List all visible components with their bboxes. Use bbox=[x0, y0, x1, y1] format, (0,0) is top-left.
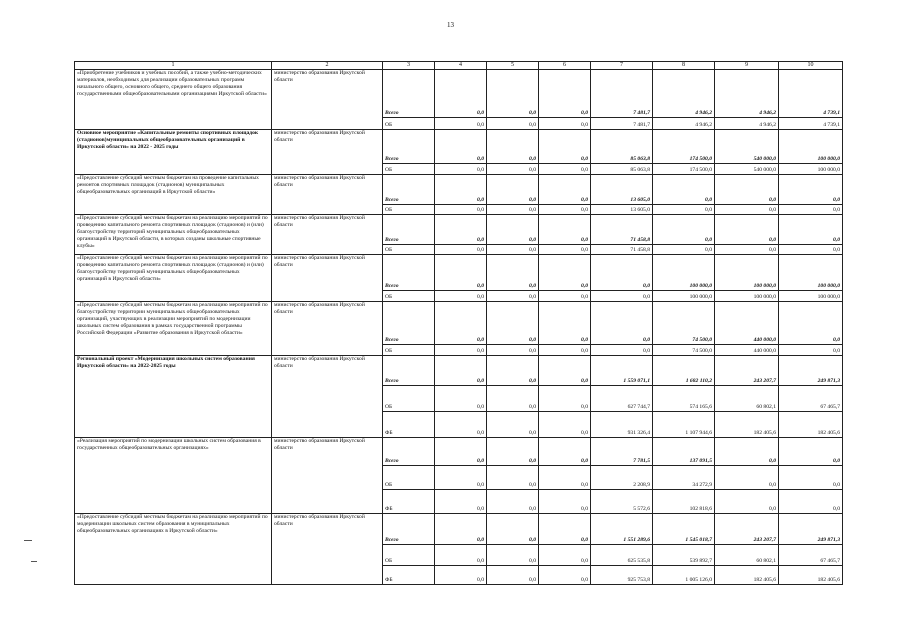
amount-cell: 0,0 bbox=[591, 345, 653, 356]
amount-cell: 0,0 bbox=[715, 215, 779, 245]
amount-cell: 0,0 bbox=[487, 130, 539, 164]
amount-cell: 5 572,6 bbox=[591, 490, 653, 514]
amount-cell: 0,0 bbox=[779, 215, 843, 245]
amount-cell: 0,0 bbox=[539, 291, 591, 302]
amount-cell: 0,0 bbox=[487, 205, 539, 215]
amount-cell: 440 000,0 bbox=[715, 302, 779, 345]
amount-cell: 0,0 bbox=[487, 490, 539, 514]
amount-cell: 0,0 bbox=[487, 118, 539, 130]
amount-cell: 67 465,7 bbox=[779, 386, 843, 412]
amount-cell: 0,0 bbox=[779, 438, 843, 466]
column-header: 9 bbox=[715, 62, 779, 70]
amount-cell: 0,0 bbox=[435, 291, 487, 302]
amount-cell: 0,0 bbox=[591, 302, 653, 345]
funding-source-cell: ОБ bbox=[383, 291, 435, 302]
amount-cell: 0,0 bbox=[487, 345, 539, 356]
table-row bbox=[75, 130, 843, 164]
amount-cell: 0,0 bbox=[539, 466, 591, 490]
amount-cell: 174 500,0 bbox=[653, 164, 715, 175]
funding-source-cell: ОБ bbox=[383, 245, 435, 255]
column-header: 1 bbox=[75, 62, 272, 70]
amount-cell: 243 207,7 bbox=[715, 514, 779, 545]
amount-cell: 0,0 bbox=[539, 566, 591, 585]
amount-cell: 931 326,4 bbox=[591, 412, 653, 438]
amount-cell: 1 682 110,2 bbox=[653, 356, 715, 386]
amount-cell: 100 000,0 bbox=[653, 291, 715, 302]
funding-source-cell: Всего bbox=[383, 514, 435, 545]
funding-source-cell: ОБ bbox=[383, 386, 435, 412]
amount-cell: 0,0 bbox=[487, 466, 539, 490]
column-header: 2 bbox=[272, 62, 383, 70]
table-row bbox=[75, 302, 843, 345]
amount-cell: 0,0 bbox=[779, 245, 843, 255]
amount-cell: 100 000,0 bbox=[653, 255, 715, 291]
column-header: 8 bbox=[653, 62, 715, 70]
amount-cell: 0,0 bbox=[779, 205, 843, 215]
funding-source-cell: ФБ bbox=[383, 566, 435, 585]
amount-cell: 182 405,6 bbox=[715, 412, 779, 438]
amount-cell: 0,0 bbox=[539, 356, 591, 386]
amount-cell: 0,0 bbox=[435, 118, 487, 130]
funding-source-cell: ФБ bbox=[383, 490, 435, 514]
amount-cell: 7 781,5 bbox=[591, 438, 653, 466]
table-row bbox=[75, 255, 843, 291]
amount-cell: 0,0 bbox=[715, 438, 779, 466]
executor-cell: министерство образования Иркутской области bbox=[272, 438, 383, 514]
amount-cell: 4 739,1 bbox=[779, 118, 843, 130]
amount-cell: 0,0 bbox=[779, 175, 843, 205]
amount-cell: 182 405,6 bbox=[715, 566, 779, 585]
amount-cell: 0,0 bbox=[653, 205, 715, 215]
amount-cell: 100 000,0 bbox=[779, 164, 843, 175]
amount-cell: 243 207,7 bbox=[715, 356, 779, 386]
funding-source-cell: Всего bbox=[383, 130, 435, 164]
funding-source-cell: Всего bbox=[383, 175, 435, 205]
amount-cell: 74 500,0 bbox=[653, 345, 715, 356]
amount-cell: 0,0 bbox=[435, 302, 487, 345]
amount-cell: 625 535,8 bbox=[591, 545, 653, 566]
amount-cell: 0,0 bbox=[435, 545, 487, 566]
margin-mark bbox=[24, 540, 32, 541]
amount-cell: 137 091,5 bbox=[653, 438, 715, 466]
amount-cell: 2 208,9 bbox=[591, 466, 653, 490]
amount-cell: 13 605,0 bbox=[591, 205, 653, 215]
funding-source-cell: ФБ bbox=[383, 412, 435, 438]
amount-cell: 0,0 bbox=[539, 175, 591, 205]
amount-cell: 100 000,0 bbox=[715, 291, 779, 302]
amount-cell: 0,0 bbox=[487, 175, 539, 205]
column-header: 10 bbox=[779, 62, 843, 70]
amount-cell: 0,0 bbox=[487, 164, 539, 175]
amount-cell: 0,0 bbox=[435, 386, 487, 412]
event-name-cell: «Предоставление субсидий местным бюджетам на реализацию мероприятий по благоустройству территории муниципальных общеобразовательных организаций, участвующих в реализации мероприятий по модернизации школьных систем образования в рамках государственной программы Российской Федерации «Развитие образования в Иркутской области» bbox=[75, 302, 272, 356]
event-name-cell: «Предоставление субсидий местным бюджетам на реализацию мероприятий по модернизации школьных систем образования в муниципальных общеобразовательных организациях в Иркутской области» bbox=[75, 514, 272, 585]
amount-cell: 4 946,2 bbox=[653, 70, 715, 118]
amount-cell: 0,0 bbox=[487, 566, 539, 585]
amount-cell: 4 946,2 bbox=[715, 70, 779, 118]
amount-cell: 0,0 bbox=[487, 255, 539, 291]
amount-cell: 0,0 bbox=[539, 70, 591, 118]
amount-cell: 0,0 bbox=[435, 412, 487, 438]
event-name-cell: «Предоставление субсидий местным бюджетам на реализацию мероприятий по проведению капитального ремонта спортивных площадок (стадионов) и (или) благоустройству территорий муниципальных общеобразовательных организаций в Иркутской области» bbox=[75, 255, 272, 302]
amount-cell: 85 063,8 bbox=[591, 164, 653, 175]
amount-cell: 0,0 bbox=[435, 566, 487, 585]
amount-cell: 0,0 bbox=[435, 245, 487, 255]
funding-source-cell: Всего bbox=[383, 215, 435, 245]
amount-cell: 182 405,6 bbox=[779, 412, 843, 438]
column-header: 5 bbox=[487, 62, 539, 70]
amount-cell: 0,0 bbox=[779, 302, 843, 345]
amount-cell: 0,0 bbox=[435, 490, 487, 514]
margin-mark bbox=[31, 561, 37, 562]
executor-cell: министерство образования Иркутской области bbox=[272, 514, 383, 585]
amount-cell: 4 739,1 bbox=[779, 70, 843, 118]
amount-cell: 0,0 bbox=[591, 255, 653, 291]
amount-cell: 0,0 bbox=[779, 466, 843, 490]
amount-cell: 60 802,1 bbox=[715, 545, 779, 566]
amount-cell: 0,0 bbox=[487, 291, 539, 302]
amount-cell: 0,0 bbox=[487, 412, 539, 438]
table-row bbox=[75, 175, 843, 205]
amount-cell: 0,0 bbox=[435, 514, 487, 545]
amount-cell: 13 605,0 bbox=[591, 175, 653, 205]
table-row bbox=[75, 215, 843, 245]
amount-cell: 0,0 bbox=[539, 438, 591, 466]
amount-cell: 0,0 bbox=[591, 291, 653, 302]
amount-cell: 0,0 bbox=[539, 118, 591, 130]
column-header: 7 bbox=[591, 62, 653, 70]
column-header: 4 bbox=[435, 62, 487, 70]
amount-cell: 0,0 bbox=[539, 345, 591, 356]
amount-cell: 0,0 bbox=[539, 545, 591, 566]
amount-cell: 0,0 bbox=[435, 438, 487, 466]
amount-cell: 0,0 bbox=[539, 245, 591, 255]
amount-cell: 0,0 bbox=[539, 215, 591, 245]
amount-cell: 34 272,9 bbox=[653, 466, 715, 490]
executor-cell: министерство образования Иркутской области bbox=[272, 255, 383, 302]
executor-cell: министерство образования Иркутской области bbox=[272, 70, 383, 130]
amount-cell: 574 165,6 bbox=[653, 386, 715, 412]
funding-source-cell: ОБ bbox=[383, 466, 435, 490]
amount-cell: 60 802,1 bbox=[715, 386, 779, 412]
amount-cell: 0,0 bbox=[487, 386, 539, 412]
funding-source-cell: Всего bbox=[383, 356, 435, 386]
amount-cell: 0,0 bbox=[779, 345, 843, 356]
amount-cell: 0,0 bbox=[715, 205, 779, 215]
amount-cell: 0,0 bbox=[539, 302, 591, 345]
event-name-cell: Основное мероприятие «Капитальные ремонты спортивных площадок (стадионов)муниципальных общеобразовательных организаций в Иркутской области» на 2022 - 2025 годы bbox=[75, 130, 272, 175]
amount-cell: 627 744,7 bbox=[591, 386, 653, 412]
amount-cell: 0,0 bbox=[539, 255, 591, 291]
column-header: 6 bbox=[539, 62, 591, 70]
amount-cell: 1 545 018,7 bbox=[653, 514, 715, 545]
amount-cell: 71 458,8 bbox=[591, 245, 653, 255]
amount-cell: 0,0 bbox=[487, 302, 539, 345]
amount-cell: 1 551 289,6 bbox=[591, 514, 653, 545]
amount-cell: 0,0 bbox=[653, 245, 715, 255]
executor-cell: министерство образования Иркутской области bbox=[272, 302, 383, 356]
amount-cell: 182 405,6 bbox=[779, 566, 843, 585]
funding-source-cell: ОБ bbox=[383, 164, 435, 175]
amount-cell: 0,0 bbox=[487, 514, 539, 545]
table-row bbox=[75, 70, 843, 118]
amount-cell: 1 107 944,6 bbox=[653, 412, 715, 438]
amount-cell: 0,0 bbox=[715, 466, 779, 490]
amount-cell: 7 481,7 bbox=[591, 118, 653, 130]
executor-cell: министерство образования Иркутской области bbox=[272, 175, 383, 215]
funding-source-cell: Всего bbox=[383, 255, 435, 291]
amount-cell: 71 458,8 bbox=[591, 215, 653, 245]
amount-cell: 540 000,0 bbox=[715, 130, 779, 164]
amount-cell: 539 892,7 bbox=[653, 545, 715, 566]
funding-source-cell: ОБ bbox=[383, 545, 435, 566]
amount-cell: 0,0 bbox=[653, 215, 715, 245]
amount-cell: 100 000,0 bbox=[715, 255, 779, 291]
amount-cell: 0,0 bbox=[539, 490, 591, 514]
amount-cell: 0,0 bbox=[435, 70, 487, 118]
funding-source-cell: ОБ bbox=[383, 345, 435, 356]
column-header-row bbox=[75, 62, 843, 70]
amount-cell: 100 000,0 bbox=[779, 291, 843, 302]
table-row bbox=[75, 514, 843, 545]
event-name-cell: «Приобретение учебников и учебных пособий, а также учебно-методических материалов, необходимых для реализации образовательных программ начального общего, основного общего, среднего общего образования государственными общеобразовательными организациями Иркутской области» bbox=[75, 70, 272, 130]
event-name-cell: Региональный проект «Модернизация школьных систем образования Иркутской области» на 2022-2025 годы bbox=[75, 356, 272, 438]
event-name-cell: «Предоставление субсидий местным бюджетам на проведение капитальных ремонтов спортивных площадок (стадионов) муниципальных общеобразовательных организаций в Иркутской области» bbox=[75, 175, 272, 215]
executor-cell: министерство образования Иркутской области bbox=[272, 356, 383, 438]
page-number: 13 bbox=[447, 21, 454, 29]
amount-cell: 1 559 071,1 bbox=[591, 356, 653, 386]
funding-source-cell: Всего bbox=[383, 438, 435, 466]
amount-cell: 0,0 bbox=[435, 215, 487, 245]
amount-cell: 0,0 bbox=[435, 205, 487, 215]
amount-cell: 0,0 bbox=[487, 70, 539, 118]
amount-cell: 67 465,7 bbox=[779, 545, 843, 566]
amount-cell: 0,0 bbox=[715, 175, 779, 205]
amount-cell: 0,0 bbox=[653, 175, 715, 205]
executor-cell: министерство образования Иркутской области bbox=[272, 130, 383, 175]
executor-cell: министерство образования Иркутской области bbox=[272, 215, 383, 255]
table-row bbox=[75, 356, 843, 386]
amount-cell: 0,0 bbox=[487, 215, 539, 245]
amount-cell: 925 753,8 bbox=[591, 566, 653, 585]
amount-cell: 0,0 bbox=[539, 164, 591, 175]
funding-source-cell: Всего bbox=[383, 70, 435, 118]
amount-cell: 0,0 bbox=[435, 345, 487, 356]
amount-cell: 0,0 bbox=[779, 490, 843, 514]
budget-table bbox=[74, 61, 843, 585]
event-name-cell: «Реализация мероприятий по модернизации школьных систем образования в государственных общеобразовательных организациях» bbox=[75, 438, 272, 514]
amount-cell: 0,0 bbox=[435, 130, 487, 164]
amount-cell: 0,0 bbox=[539, 386, 591, 412]
amount-cell: 0,0 bbox=[435, 466, 487, 490]
amount-cell: 74 500,0 bbox=[653, 302, 715, 345]
amount-cell: 0,0 bbox=[435, 356, 487, 386]
amount-cell: 0,0 bbox=[435, 175, 487, 205]
amount-cell: 0,0 bbox=[539, 412, 591, 438]
amount-cell: 0,0 bbox=[435, 164, 487, 175]
column-header: 3 bbox=[383, 62, 435, 70]
amount-cell: 1 005 126,0 bbox=[653, 566, 715, 585]
amount-cell: 174 500,0 bbox=[653, 130, 715, 164]
amount-cell: 249 871,3 bbox=[779, 514, 843, 545]
amount-cell: 0,0 bbox=[487, 438, 539, 466]
amount-cell: 440 000,0 bbox=[715, 345, 779, 356]
funding-source-cell: Всего bbox=[383, 302, 435, 345]
amount-cell: 0,0 bbox=[487, 245, 539, 255]
amount-cell: 0,0 bbox=[715, 245, 779, 255]
amount-cell: 540 000,0 bbox=[715, 164, 779, 175]
amount-cell: 0,0 bbox=[715, 490, 779, 514]
amount-cell: 0,0 bbox=[539, 130, 591, 164]
amount-cell: 0,0 bbox=[539, 514, 591, 545]
table-row bbox=[75, 438, 843, 466]
amount-cell: 7 481,7 bbox=[591, 70, 653, 118]
amount-cell: 0,0 bbox=[487, 356, 539, 386]
funding-source-cell: ОБ bbox=[383, 118, 435, 130]
amount-cell: 0,0 bbox=[539, 205, 591, 215]
amount-cell: 4 946,2 bbox=[653, 118, 715, 130]
amount-cell: 0,0 bbox=[435, 255, 487, 291]
amount-cell: 100 000,0 bbox=[779, 130, 843, 164]
amount-cell: 100 000,0 bbox=[779, 255, 843, 291]
amount-cell: 85 063,8 bbox=[591, 130, 653, 164]
amount-cell: 0,0 bbox=[487, 545, 539, 566]
event-name-cell: «Предоставление субсидий местным бюджетам на реализацию мероприятий по проведению капитального ремонта спортивных площадок (стадионов) и (или) благоустройству территорий муниципальных общеобразовательных организаций в Иркутской области, в которых созданы школьные спортивные клубы» bbox=[75, 215, 272, 255]
amount-cell: 102 818,6 bbox=[653, 490, 715, 514]
amount-cell: 249 871,3 bbox=[779, 356, 843, 386]
amount-cell: 4 946,2 bbox=[715, 118, 779, 130]
funding-source-cell: ОБ bbox=[383, 205, 435, 215]
